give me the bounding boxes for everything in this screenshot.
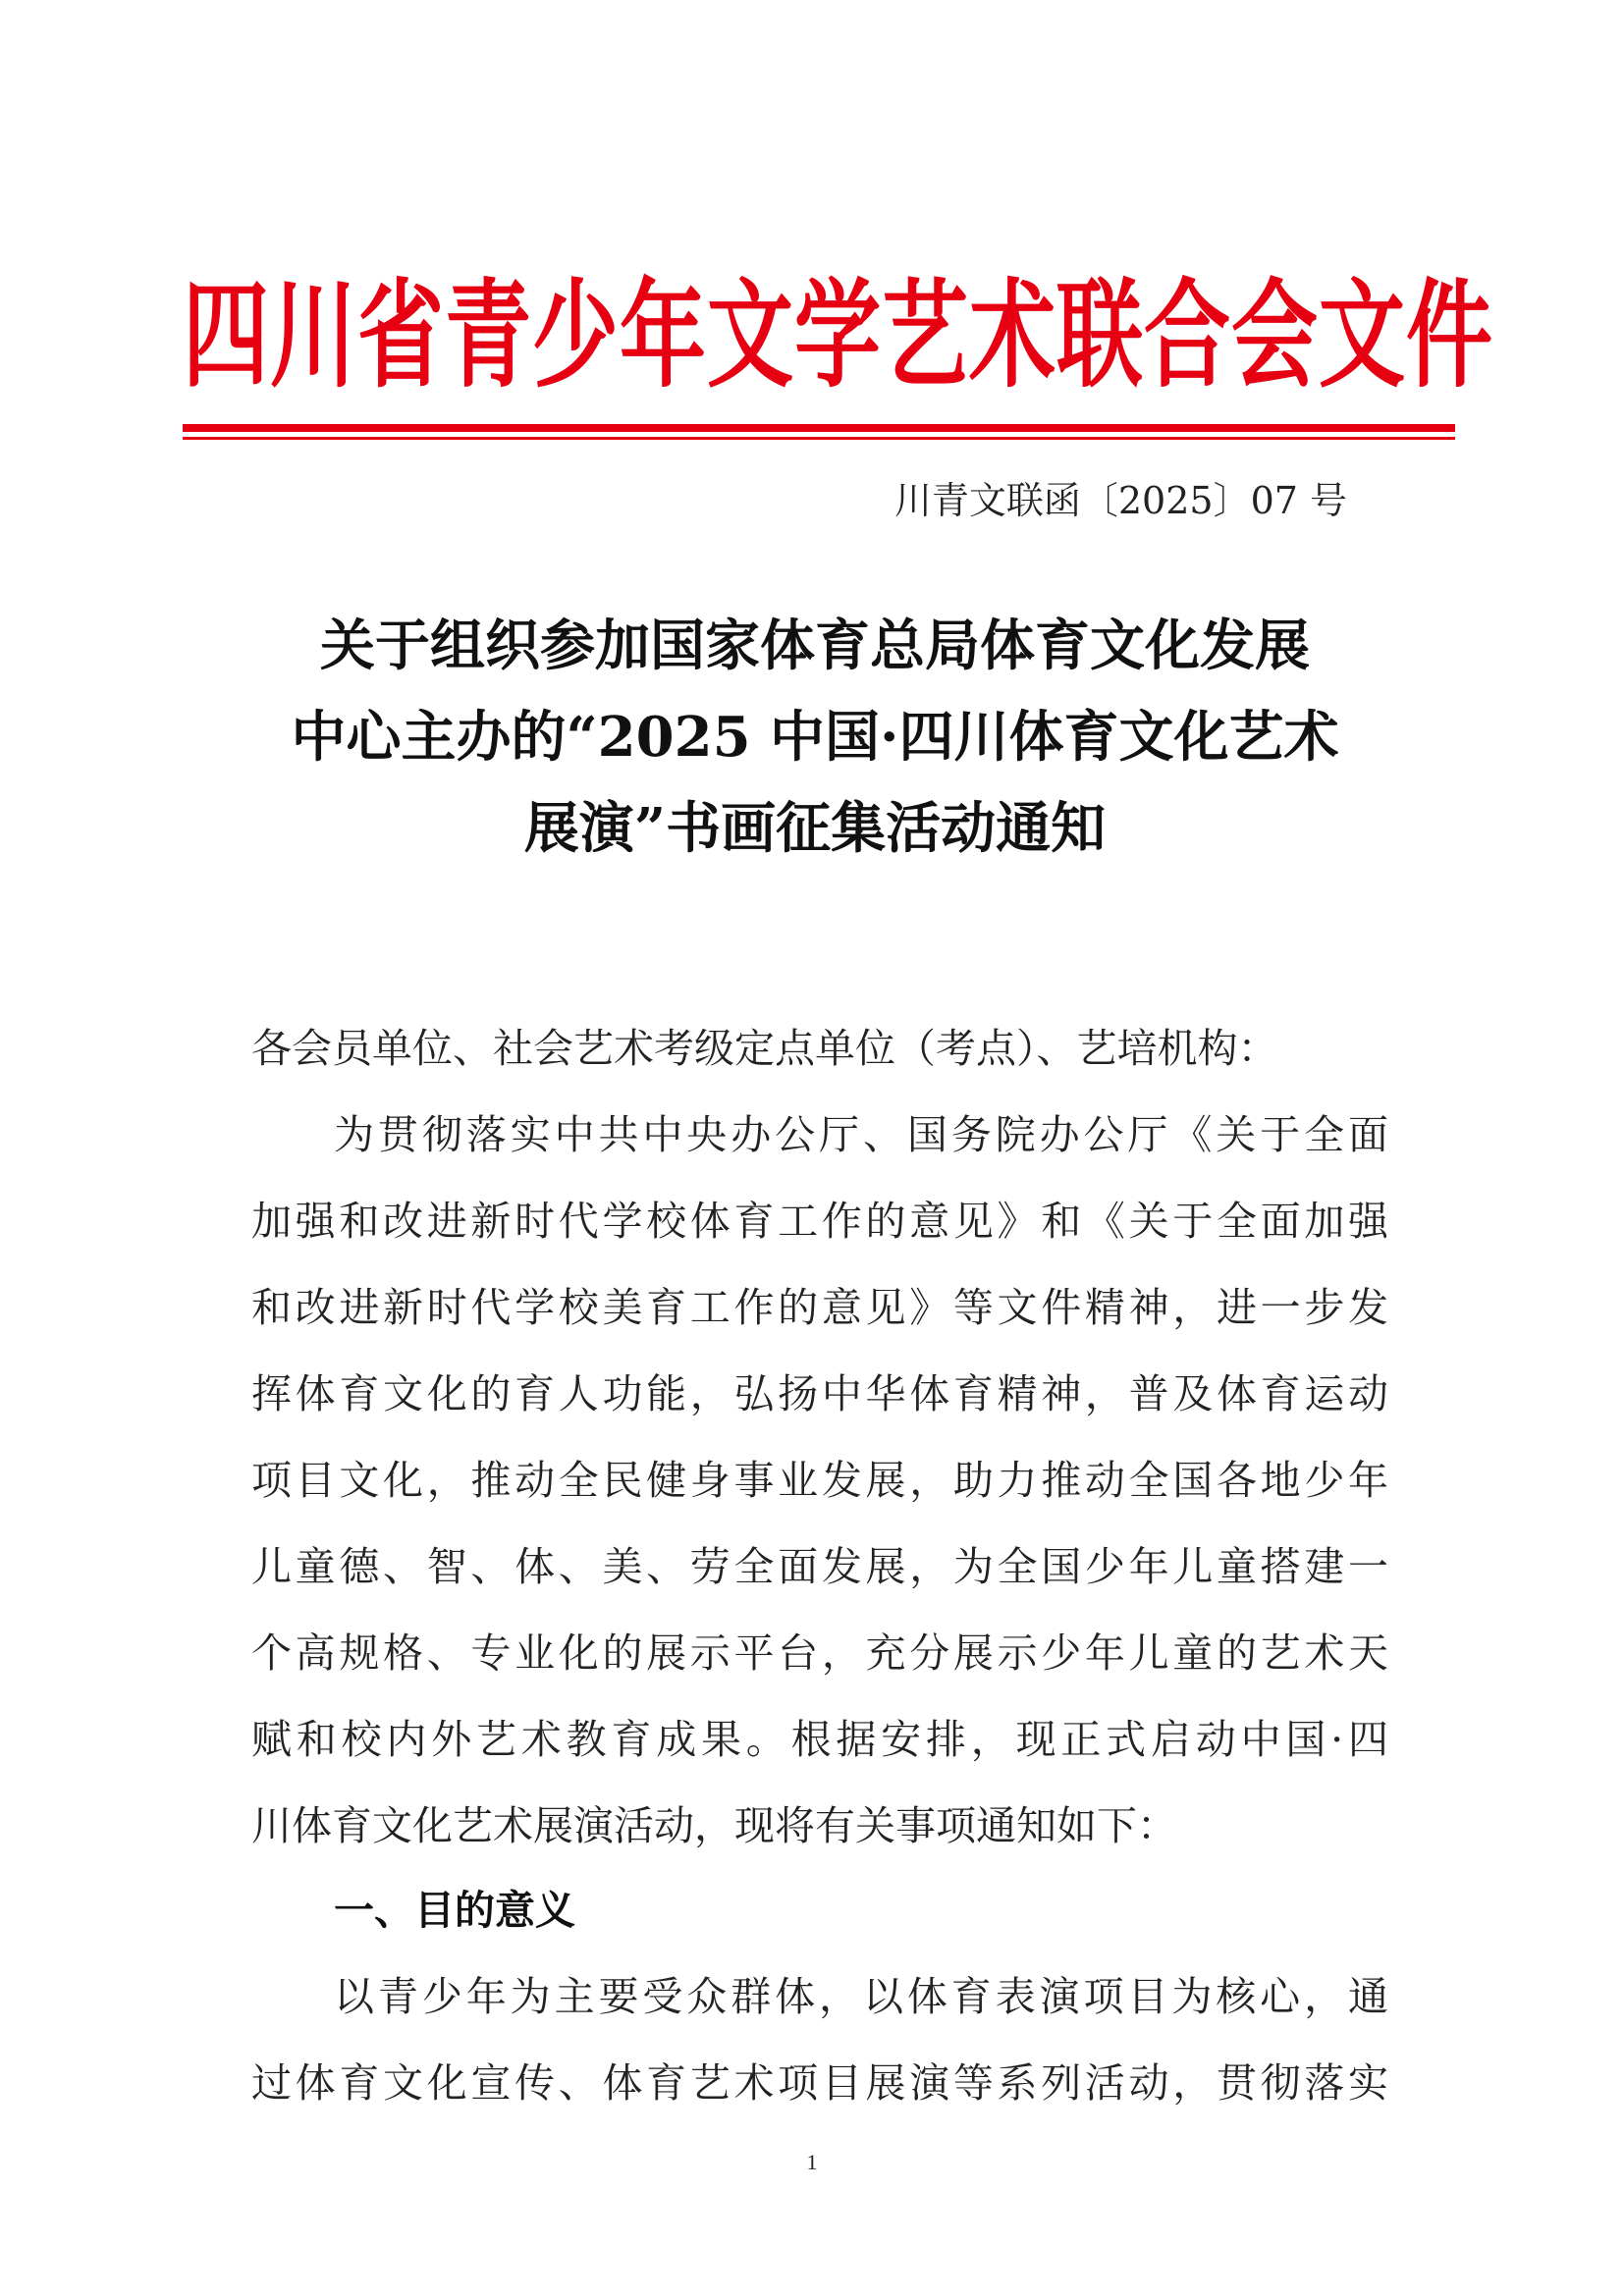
issuer-header-title: 四川省青少年文学艺术联合会文件 <box>183 266 1494 403</box>
notice-heading-line: 关于组织参加国家体育总局体育文化发展 <box>320 614 1310 678</box>
paragraph-line: 加强和改进新时代学校体育工作的意见》和《关于全面加强 <box>251 1198 1388 1245</box>
paragraph-purpose <box>251 1953 1388 2126</box>
paragraph-line: 以青少年为主要受众群体，以体育表演项目为核心，通 <box>334 1973 1388 2020</box>
paragraph-line: 川体育文化艺术展演活动，现将有关事项通知如下： <box>251 1802 1177 1849</box>
paragraph-line: 挥体育文化的育人功能，弘扬中华体育精神，普及体育运动 <box>251 1370 1388 1417</box>
paragraph-line: 个高规格、专业化的展示平台，充分展示少年儿童的艺术天 <box>251 1629 1388 1677</box>
addressee-line: 各会员单位、社会艺术考级定点单位（考点）、艺培机构： <box>251 1025 1278 1072</box>
paragraph-line: 过体育文化宣传、体育艺术项目展演等系列活动，贯彻落实 <box>251 2059 1388 2107</box>
paragraph-line: 和改进新时代学校美育工作的意见》等文件精神，进一步发 <box>251 1284 1388 1331</box>
paragraph-line: 项目文化，推动全民健身事业发展，助力推动全国各地少年 <box>251 1457 1388 1504</box>
header-red-rule-thin <box>183 437 1455 440</box>
section-heading-purpose: 一、目的意义 <box>334 1887 575 1934</box>
paragraph-intro <box>251 1092 1388 1869</box>
paragraph-line: 为贯彻落实中共中央办公厅、国务院办公厅《关于全面 <box>334 1111 1388 1158</box>
paragraph-line: 赋和校内外艺术教育成果。根据安排，现正式启动中国·四 <box>251 1716 1388 1763</box>
document-number: 川青文联函〔2025〕07 号 <box>893 479 1347 522</box>
notice-heading <box>245 601 1384 875</box>
notice-heading-line: 中心主办的“2025 中国·四川体育文化艺术 <box>291 705 1339 770</box>
notice-heading-line: 展演”书画征集活动通知 <box>523 796 1107 861</box>
paragraph-line: 儿童德、智、体、美、劳全面发展，为全国少年儿童搭建一 <box>251 1543 1388 1590</box>
addressee <box>251 1005 1388 1092</box>
page-number: 1 <box>806 2150 818 2174</box>
header-red-rule-thick <box>183 424 1455 432</box>
